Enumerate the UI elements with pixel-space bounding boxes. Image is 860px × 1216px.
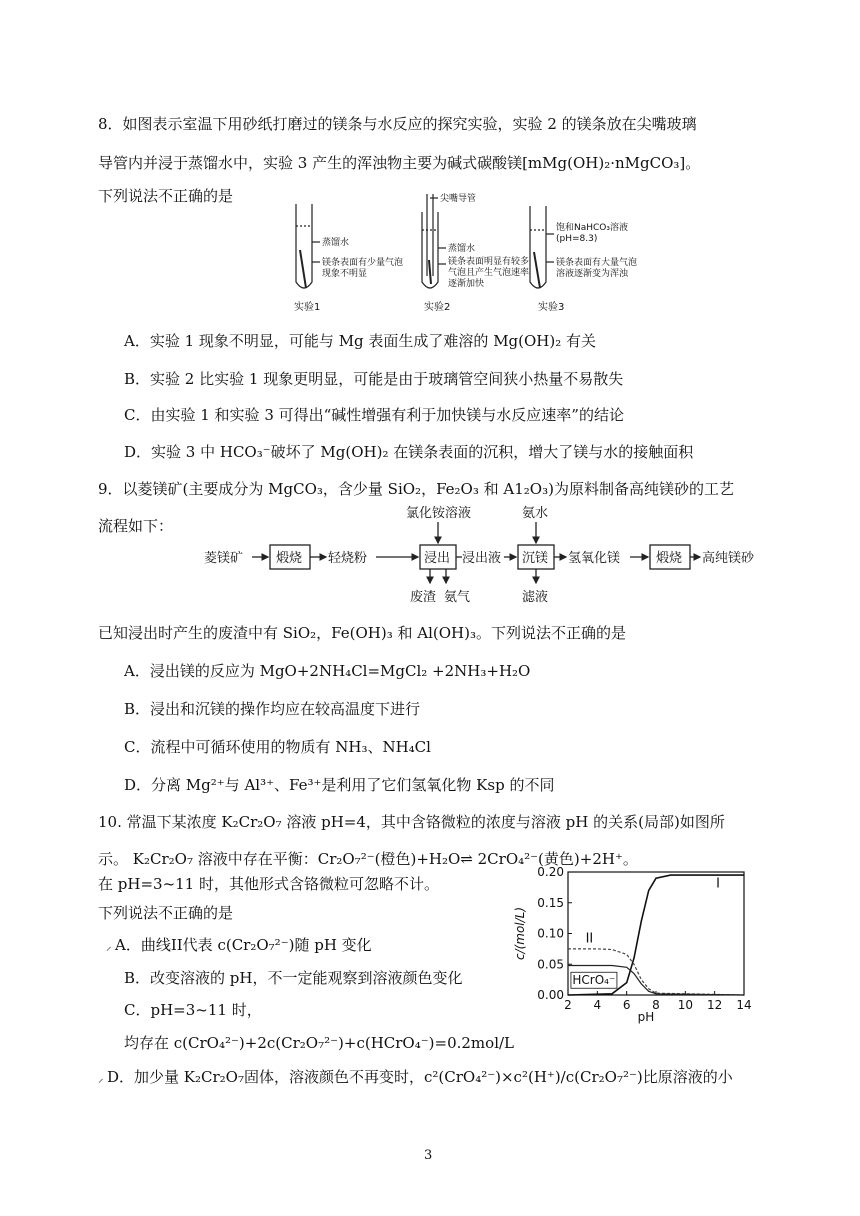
flow-input-ammonia: 氨水	[522, 506, 549, 521]
y-axis-label: c/(mol/L)	[513, 906, 527, 961]
x-tick-label: 8	[652, 998, 660, 1012]
q8-stem-line2: 导管内并浸于蒸馏水中，实验 3 产生的浑浊物主要为碱式碳酸镁[mMg(OH)₂·nMgCO₃]。	[98, 154, 701, 172]
q10-stem-line1: 10. 常温下某浓度 K₂Cr₂O₇ 溶液 pH=4，其中含铬微粒的浓度与溶液 pH 的关系(局部)如图所	[98, 813, 725, 831]
flow-leach-label: 浸出	[424, 551, 451, 566]
q8-option-b-letter: B	[124, 370, 136, 388]
x-tick-label: 14	[736, 998, 752, 1012]
flow-product: 高纯镁砂	[702, 551, 755, 566]
q8-option-a-text: ．实验 1 现象不明显，可能与 Mg 表面生成了难溶的 Mg(OH)₂ 有关	[134, 332, 597, 350]
exp2-water-label: 蒸馏水	[448, 244, 476, 254]
curve-label-II: II	[585, 931, 594, 947]
flow-magnesite: 菱镁矿	[204, 551, 244, 566]
curve-label-I: I	[716, 876, 720, 892]
q9-stem-line2: 流程如下：	[98, 517, 174, 535]
q8-option-d[interactable]: D．实验 3 中 HCO₃⁻破坏了 Mg(OH)₂ 在镁条表面的沉积，增大了镁与水的接触面积	[124, 443, 694, 461]
q8-stem-line3: 下列说法不正确的是	[98, 187, 234, 205]
exp3-note2: 溶液逐渐变为浑浊	[556, 269, 629, 279]
q10-option-a-text: A．曲线II代表 c(Cr₂O₇²⁻)随 pH 变化	[115, 936, 372, 954]
flow-input-nh4cl: 氯化铵溶液	[406, 506, 472, 521]
exp3-label: 实验3	[538, 302, 565, 313]
flow-mg-hydroxide: 氢氧化镁	[568, 551, 621, 566]
exp2-note1: 镁条表面明显有较多	[448, 257, 530, 267]
q10-option-b[interactable]: B．改变溶液的 pH，不一定能观察到溶液颜色变化	[124, 969, 463, 987]
exp2-label: 实验2	[424, 302, 451, 313]
exp3-solution-label: 饱和NaHCO₃溶液	[556, 223, 628, 233]
exp1-note1: 镁条表面有少量气泡	[322, 258, 404, 268]
x-tick-label: 4	[593, 998, 602, 1012]
flow-output-ammonia: 氨气	[444, 590, 471, 605]
flow-calcine-1-label: 煅烧	[276, 551, 303, 566]
flow-light-burned: 轻烧粉	[328, 551, 368, 566]
exp1-label: 实验1	[294, 302, 321, 313]
x-tick-label: 2	[564, 998, 572, 1012]
y-tick-label: 0.00	[537, 988, 564, 1002]
q8-option-a-letter: A	[124, 332, 135, 350]
flow-calcine-2-label: 煅烧	[656, 551, 683, 566]
x-tick-label: 6	[622, 998, 631, 1012]
q10-option-d-text: D．加少量 K₂Cr₂O₇固体，溶液颜色不再变时，c²(CrO₄²⁻)×c²(H⁺)/c(Cr₂O₇²⁻)比原溶液的小	[107, 1068, 733, 1086]
q9-stem-line1: 9．以菱镁矿(主要成分为 MgCO₃，含少量 SiO₂，Fe₂O₃ 和 A1₂O₃)为原料制备高纯镁砂的工艺	[98, 480, 734, 498]
flow-output-filtrate: 滤液	[522, 590, 549, 605]
q10-stem-line2: 示。 K₂Cr₂O₇ 溶液中存在平衡：Cr₂O₇²⁻(橙色)+H₂O⇌ 2CrO₄²⁻(黄色)+2H⁺。	[98, 850, 638, 868]
q8-option-b-text: ．实验 2 比实验 1 现象更明显，可能是由于玻璃管空间狭小热量不易散失	[135, 370, 624, 388]
q8-option-a[interactable]	[124, 331, 596, 351]
curve-label-HCrO4: HCrO₄⁻	[572, 973, 616, 988]
q10-stem-line3: 在 pH=3~11 时，其他形式含铬微粒可忽略不计。	[98, 875, 439, 893]
q10-concentration-chart	[510, 862, 760, 1032]
exp3-ph-label: (pH=8.3)	[556, 234, 598, 244]
q9-option-d[interactable]: D．分离 Mg²⁺与 Al³⁺、Fe³⁺是利用了它们氢氧化物 Ksp 的不同	[124, 776, 555, 794]
exp3-note1: 镁条表面有大量气泡	[556, 258, 638, 268]
flow-precipitate-label: 沉镁	[522, 551, 549, 566]
q10-option-c-cont: 均存在 c(CrO₄²⁻)+2c(Cr₂O₇²⁻)+c(HCrO₄⁻)=0.2mol/L	[124, 1034, 515, 1052]
x-tick-label: 12	[707, 998, 723, 1012]
y-tick-label: 0.10	[537, 926, 564, 941]
q8-option-b[interactable]	[124, 369, 623, 389]
q10-option-d[interactable]: ⸝ D．加少量 K₂Cr₂O₇固体，溶液颜色不再变时，c²(CrO₄²⁻)×c²(H⁺)/c(Cr₂O₇²⁻)比原溶液的小	[98, 1068, 733, 1086]
y-tick-label: 0.20	[537, 865, 564, 879]
flow-output-residue: 废渣	[410, 590, 437, 605]
exp2-note2: 气泡且产生气泡速率	[448, 268, 530, 278]
x-axis-label: pH	[637, 1010, 655, 1024]
q9-option-a[interactable]: A．浸出镁的反应为 MgO+2NH₄Cl=MgCl₂ +2NH₃+H₂O	[124, 662, 531, 680]
q8-option-c[interactable]: C．由实验 1 和实验 3 可得出“碱性增强有利于加快镁与水反应速率”的结论	[124, 406, 624, 424]
exp2-top-label: 尖嘴导管	[440, 194, 477, 204]
q9-option-b[interactable]: B．浸出和沉镁的操作均应在较高温度下进行	[124, 700, 421, 718]
q10-option-a[interactable]: ⸝ A．曲线II代表 c(Cr₂O₇²⁻)随 pH 变化	[106, 936, 372, 954]
exp1-water-label: 蒸馏水	[322, 238, 350, 248]
exp2-note3: 逐渐加快	[448, 279, 485, 289]
y-tick-label: 0.15	[537, 895, 564, 910]
flow-leachate: 浸出液	[462, 551, 502, 566]
q9-option-c[interactable]: C．流程中可循环使用的物质有 NH₃、NH₄Cl	[124, 738, 431, 756]
q8-stem-line1: 8．如图表示室温下用砂纸打磨过的镁条与水反应的探究实验，实验 2 的镁条放在尖嘴玻璃	[98, 115, 697, 133]
q9-process-flowchart	[200, 500, 770, 610]
exp1-note2: 现象不明显	[322, 269, 368, 279]
q10-stem-line4: 下列说法不正确的是	[98, 904, 234, 922]
q8-experiment-figure	[280, 190, 640, 315]
page-number: 3	[424, 1148, 433, 1163]
q9-stem-line3: 已知浸出时产生的废渣中有 SiO₂，Fe(OH)₃ 和 Al(OH)₃。下列说法不正确的是	[98, 624, 626, 642]
y-tick-label: 0.05	[537, 957, 564, 972]
q10-option-c[interactable]: C．pH=3~11 时，	[124, 1001, 262, 1019]
x-tick-label: 10	[677, 998, 693, 1012]
